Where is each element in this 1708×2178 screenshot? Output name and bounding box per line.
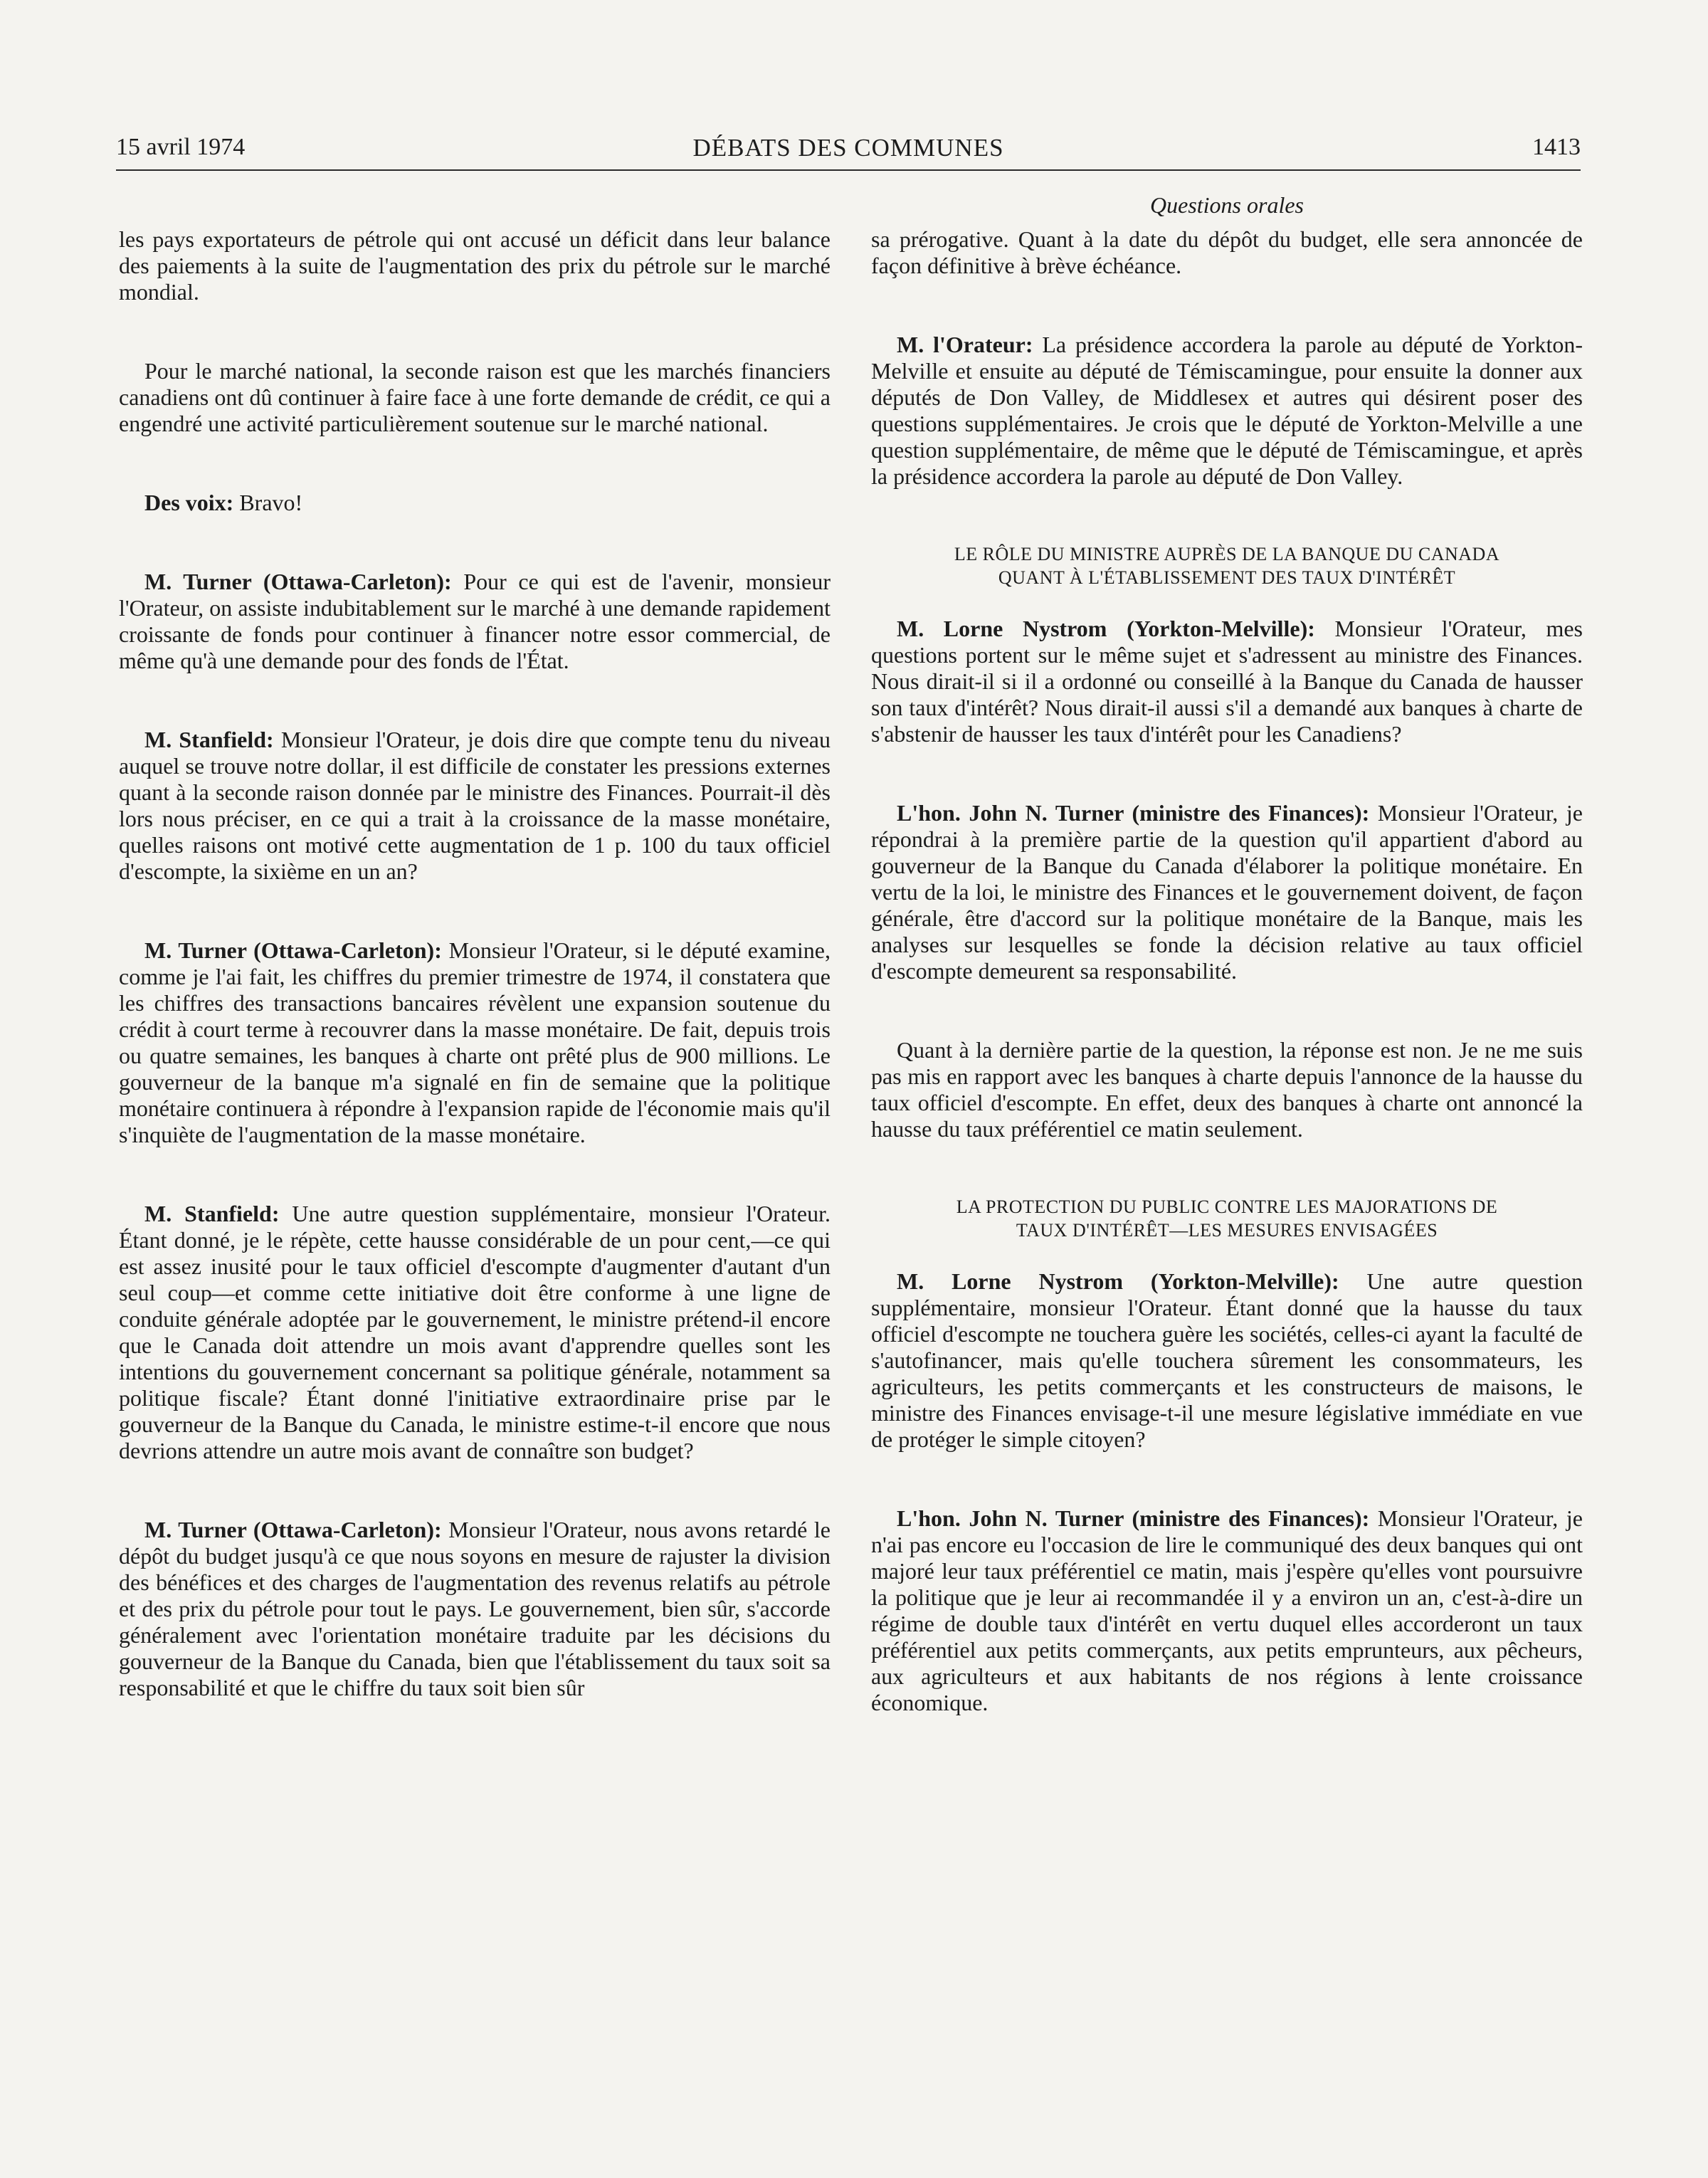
paragraph-text: Une autre question supplémentaire, monsieur l'Orateur. Étant donné, je le répète, cette hausse considérable de un pour cent,—ce qui est assez inusité pour le taux officiel d'escompte d'augmenter d'autant d'un seul coup—et comme cette initiative doit être conforme à une ligne de conduite générale adoptée par le gouvernement, le ministre prétend-il encore que le Canada doit attendre un mois avant d'apprendre quelles sont les intentions du gouvernement concernant sa politique générale, notamment sa politique fiscale? Étant donné l'initiative extraordinaire prise par le gouverneur de la Banque du Canada, le ministre estime-t-il encore que nous devrions attendre un autre mois avant de connaître son budget? [119, 1201, 831, 1463]
speaker-name: M. Turner (Ottawa-Carleton): [144, 937, 442, 963]
header-date: 15 avril 1974 [116, 134, 246, 160]
paragraph [871, 1505, 1583, 1716]
header-title: DÉBATS DES COMMUNES [692, 134, 1004, 162]
paragraph-text: La présidence accordera la parole au député de Yorkton-Melville et ensuite au député de Témiscamingue, pour ensuite la donner aux députés de Don Valley, de Middlesex et autres qui désirent poser des questions supplémentaires. Je crois que le député de Yorkton-Melville a une question supplémentaire, de même que le député de Témiscamingue, et après la présidence accordera la parole au député de Don Valley. [871, 332, 1583, 489]
heading-line: LE RÔLE DU MINISTRE AUPRÈS DE LA BANQUE DU CANADA [954, 544, 1500, 564]
speaker-name: M. Lorne Nystrom (Yorkton-Melville): [897, 1268, 1339, 1294]
speaker-name: M. Turner (Ottawa-Carleton): [144, 1517, 442, 1542]
left-column [119, 226, 831, 1701]
paragraph-text: Pour le marché national, la seconde raison est que les marchés financiers canadiens ont dû continuer à faire face à une forte demande de crédit, ce qui a engendré une activité particulièrement soutenue sur le marché national. [119, 358, 831, 436]
section-heading [871, 542, 1583, 589]
speaker-name: L'hon. John N. Turner (ministre des Finances): [897, 800, 1370, 826]
paragraph [119, 727, 831, 885]
paragraph-text: Pour ce qui est de l'avenir, monsieur l'Orateur, on assiste indubitablement sur le marché à une demande rapidement croissante de fonds pour continuer à financer notre essor commercial, de même qu'à une demande pour des fonds de l'État. [119, 569, 831, 673]
paragraph [119, 358, 831, 437]
paragraph-text: Monsieur l'Orateur, nous avons retardé le dépôt du budget jusqu'à ce que nous soyons en mesure de rajuster la division des bénéfices et des charges de l'augmentation des revenus relatifs au pétrole et des prix du pétrole pour tout le pays. Le gouvernement, bien sûr, s'accorde généralement avec l'orientation monétaire traduite par les décisions du gouverneur de la Banque du Canada, bien que l'établissement du taux soit sa responsabilité et que le chiffre du taux soit bien sûr [119, 1517, 831, 1700]
speaker-name: M. Lorne Nystrom (Yorkton-Melville): [897, 616, 1315, 641]
section-heading [871, 1195, 1583, 1242]
speaker-name: M. Turner (Ottawa-Carleton): [144, 569, 452, 594]
paragraph [119, 226, 831, 305]
paragraph [119, 937, 831, 1148]
paragraph [871, 226, 1583, 279]
paragraph-text: Monsieur l'Orateur, je n'ai pas encore eu l'occasion de lire le communiqué des deux banques qui ont majoré leur taux préférentiel ce matin, mais j'espère qu'elles vont poursuivre la politique que je leur ai recommandée il y a environ un an, c'est-à-dire un régime de double taux d'intérêt en vertu duquel elles accorderont un taux préférentiel aux petits commerçants, aux petits emprunteurs, aux pêcheurs, aux agriculteurs et aux habitants de nos régions à lente croissance économique. [871, 1505, 1583, 1715]
paragraph [871, 332, 1583, 490]
paragraph [119, 569, 831, 674]
speaker-name: M. Stanfield: [144, 1201, 280, 1226]
paragraph [871, 800, 1583, 984]
paragraph [119, 490, 831, 516]
paragraph [119, 1517, 831, 1701]
paragraph-text: sa prérogative. Quant à la date du dépôt du budget, elle sera annoncée de façon définitive à brève échéance. [871, 226, 1583, 278]
paragraph-text: Monsieur l'Orateur, je dois dire que compte tenu du niveau auquel se trouve notre dollar, il est difficile de constater les pressions externes quant à la seconde raison donnée par le ministre des Finances. Pourrait-il dès lors nous préciser, en ce qui a trait à la croissance de la masse monétaire, quelles raisons ont motivé cette augmentation de 1 p. 100 du taux officiel d'escompte, la sixième en un an? [119, 727, 831, 884]
paragraph-text: Bravo! [233, 490, 303, 515]
page-header [116, 134, 1581, 171]
speaker-name: M. l'Orateur: [897, 332, 1033, 357]
page-number: 1413 [1532, 134, 1581, 160]
heading-line: TAUX D'INTÉRÊT—LES MESURES ENVISAGÉES [1016, 1220, 1438, 1241]
heading-line: QUANT À L'ÉTABLISSEMENT DES TAUX D'INTÉRÊT [998, 567, 1456, 588]
paragraph-text: Quant à la dernière partie de la question, la réponse est non. Je ne me suis pas mis en rapport avec les banques à charte depuis l'annonce de la hausse du taux officiel d'escompte. En effet, deux des banques à charte ont annoncé la hausse du taux préférentiel ce matin seulement. [871, 1037, 1583, 1142]
speaker-name: L'hon. John N. Turner (ministre des Finances): [897, 1505, 1370, 1531]
paragraph [871, 616, 1583, 747]
paragraph-text: Monsieur l'Orateur, mes questions portent sur le même sujet et s'adressent au ministre des Finances. Nous dirait-il si il a ordonné ou conseillé à la Banque du Canada de hausser son taux d'intérêt? Nous dirait-il aussi s'il a demandé aux banques à charte de s'abstenir de hausser les taux d'intérêt pour les Canadiens? [871, 616, 1583, 747]
section-label: Questions orales [1150, 192, 1304, 218]
paragraph-text: Monsieur l'Orateur, si le député examine, comme je l'ai fait, les chiffres du premier trimestre de 1974, il constatera que les chiffres des transactions bancaires révèlent une expansion soutenue du crédit à court terme à recouvrer dans la masse monétaire. De fait, depuis trois ou quatre semaines, les banques à charte ont prêté plus de 900 millions. Le gouverneur de la banque m'a signalé en fin de semaine que la politique monétaire continuera à répondre à l'expansion rapide de l'économie mais qu'il s'inquiète de l'augmentation de la masse monétaire. [119, 937, 831, 1147]
paragraph [119, 1201, 831, 1464]
right-column [871, 226, 1583, 1716]
paragraph [871, 1037, 1583, 1142]
paragraph-text: Une autre question supplémentaire, monsieur l'Orateur. Étant donné que la hausse du taux officiel d'escompte ne touchera guère les sociétés, celles-ci ayant la faculté de s'autofinancer, mais qu'elle touchera sûrement les consommateurs, les agriculteurs, les petits commerçants et les constructeurs de maisons, le ministre des Finances envisage-t-il une mesure législative immédiate en vue de protéger le simple citoyen? [871, 1268, 1583, 1452]
speaker-name: M. Stanfield: [144, 727, 274, 752]
paragraph-text: Monsieur l'Orateur, je répondrai à la première partie de la question qu'il appartient d'abord au gouverneur de la Banque du Canada d'élaborer la politique monétaire. En vertu de la loi, le ministre des Finances et le gouvernement doivent, de façon générale, être d'accord sur la politique monétaire de la Banque, mais les analyses sur lesquelles se fonde la décision relative au taux officiel d'escompte demeurent sa responsabilité. [871, 800, 1583, 984]
speaker-name: Des voix: [144, 490, 234, 515]
paragraph-text: les pays exportateurs de pétrole qui ont accusé un déficit dans leur balance des paiements à la suite de l'augmentation des prix du pétrole sur le marché mondial. [119, 226, 831, 305]
paragraph [871, 1268, 1583, 1453]
heading-line: LA PROTECTION DU PUBLIC CONTRE LES MAJORATIONS DE [956, 1196, 1498, 1217]
